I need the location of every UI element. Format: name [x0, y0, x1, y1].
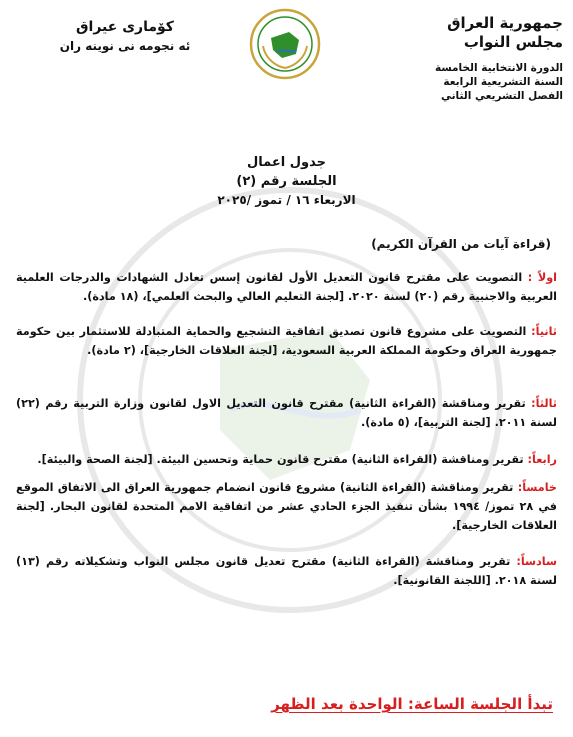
electoral-term: الدورة الانتخابية الخامسة [434, 62, 563, 74]
session-start-time: تبدأ الجلسة الساعة: الواحدة بعد الظهر [271, 695, 553, 713]
item-label: رابعاً: [527, 453, 557, 466]
agenda-item-3 [16, 394, 557, 432]
session-date: الاربعاء ١٦ / تموز /٢٠٢٥ [217, 193, 356, 207]
item-text: تقرير ومناقشة (القراءة الثانية) مقترح قانون حماية وتحسين البيئة. [لجنة الصحة والبيئة]. [37, 453, 528, 466]
kurdish-country-name: كۆماری عیراق [76, 19, 174, 35]
legislative-season: الفصل التشريعي الثاني [440, 90, 563, 102]
agenda-item-1 [16, 268, 557, 306]
session-number: الجلسة رقم (٢) [236, 174, 337, 189]
item-text: تقرير ومناقشة (القراءة الثانية) مقترح قانون التعديل الاول لقانون وزارة التربية رقم (٢٢) لسنة ٢٠١١. [لجنة التربية]، (٥ مادة). [16, 397, 557, 429]
item-text: تقرير ومناقشة (القراءة الثانية) مشروع قانون انضمام جمهورية العراق الى الاتفاق الموقع في ٢٨ تموز/ ١٩٩٤ بشأن تنفيذ الجزء الحادي عشر من اتفاقية الامم المتحدة لقانون البحار. [لجنة العلاقات الخارجية]. [16, 481, 557, 532]
item-label: سادساً: [516, 555, 557, 568]
country-name: جمهورية العراق [447, 14, 563, 32]
item-label: خامساً: [517, 481, 557, 494]
agenda-title: جدول اعمال [247, 155, 326, 170]
kurdish-header [40, 18, 210, 55]
item-label: ثالثاً: [531, 397, 557, 410]
agenda-item-2 [16, 322, 557, 360]
agenda-item-6 [16, 552, 557, 590]
item-text: التصويت على مشروع قانون تصديق اتفاقية التشجيع والحماية المتبادلة للاستثمار بين حكومة جمهورية العراق وحكومة المملكة العربية السعودية، [لجنة العلاقات الخارجية]، (٢ مادة). [16, 325, 557, 357]
council-name: مجلس النواب [463, 33, 563, 51]
agenda-item-5 [16, 478, 557, 535]
arabic-header [373, 14, 563, 103]
agenda-item-4 [16, 450, 557, 469]
item-text: تقرير ومناقشة (القراءة الثانية) مقترح تعديل قانون مجلس النواب وتشكيلاته رقم (١٣) لسنة ٢٠١٨. [اللجنة القانونية]. [16, 555, 557, 587]
legislative-year: السنة التشريعية الرابعة [443, 76, 563, 88]
item-label: ثانياً: [531, 325, 557, 338]
item-text: التصويت على مقترح قانون التعديل الأول لقانون إسس تعادل الشهادات والدرجات العلمية العربية والاجنبية رقم (٢٠) لسنة ٢٠٢٠. [لجنة التعليم العالي والبحث العلمي]، (١٨ مادة). [16, 271, 557, 303]
kurdish-council-name: ئه نجومه نی نوینه ران [59, 39, 191, 53]
parliament-logo [249, 8, 321, 80]
quran-reading: (قراءة آيات من القرآن الكريم) [371, 237, 551, 251]
item-label: اولاً : [527, 271, 557, 284]
